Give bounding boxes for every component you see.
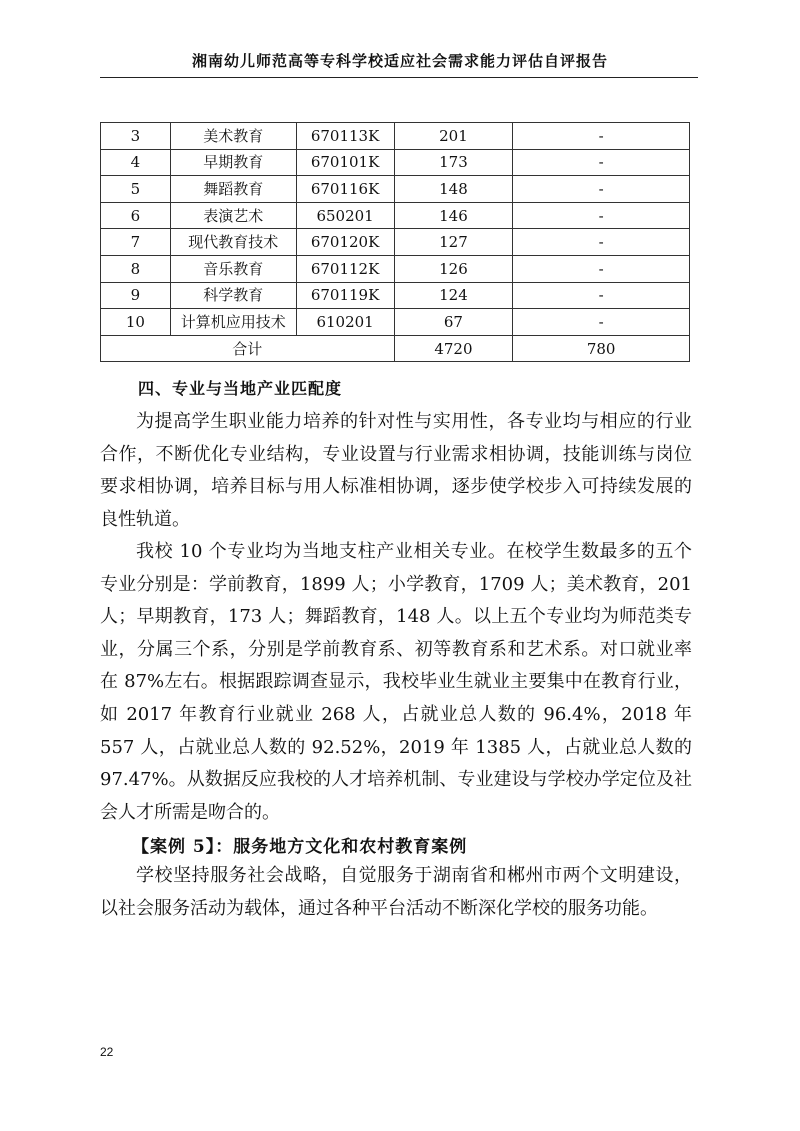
major-code: 670101K [296, 149, 394, 176]
table-total-row [101, 335, 690, 362]
major-name: 舞蹈教育 [170, 176, 296, 203]
student-count: 67 [394, 309, 513, 336]
body-paragraph-2: 我校 10 个专业均为当地支柱产业相关专业。在校学生数最多的五个专业分别是：学前教育，1899 人；小学教育，1709 人；美术教育，201 人；早期教育，173 人；舞蹈教育，148 人。以上五个专业均为师范类专业，分属三个系，分别是学前教育系、初等教育系和艺术系。对口就业率在 87%左右。根据跟踪调查显示，我校毕业生就业主要集中在教育行业，如 2017 年教育行业就业 268 人，占就业总人数的 96.4%，2018 年 557 人，占就业总人数的 92.52%，2019 年 1385 人，占就业总人数的 97.47%。从数据反应我校的人才培养机制、专业建设与学校办学定位及社会人才所需是吻合的。 [100, 541, 692, 823]
extra-value: - [513, 282, 690, 309]
student-count: 127 [394, 229, 513, 256]
section-heading: 四、专业与当地产业匹配度 [138, 379, 343, 398]
body-paragraph-1: 为提高学生职业能力培养的针对性与实用性，各专业均与相应的行业合作，不断优化专业结构，专业设置与行业需求相协调，技能训练与岗位要求相协调，培养目标与用人标准相协调，逐步使学校步入可持续发展的良性轨道。 [100, 411, 692, 530]
student-count: 201 [394, 123, 513, 150]
row-number: 3 [101, 123, 171, 150]
major-name: 美术教育 [170, 123, 296, 150]
row-number: 4 [101, 149, 171, 176]
major-code: 670120K [296, 229, 394, 256]
major-code: 650201 [296, 202, 394, 229]
row-number: 5 [101, 176, 171, 203]
major-name: 现代教育技术 [170, 229, 296, 256]
major-name: 早期教育 [170, 149, 296, 176]
table-row [101, 255, 690, 282]
major-code: 670116K [296, 176, 394, 203]
body-paragraph-3: 学校坚持服务社会战略，自觉服务于湖南省和郴州市两个文明建设，以社会服务活动为载体，通过各种平台活动不断深化学校的服务功能。 [100, 865, 692, 919]
extra-value: - [513, 229, 690, 256]
table-row [101, 202, 690, 229]
extra-value: - [513, 176, 690, 203]
extra-value: - [513, 123, 690, 150]
table-row [101, 176, 690, 203]
case-heading: 【案例 5】：服务地方文化和农村教育案例 [132, 837, 468, 857]
major-code: 670113K [296, 123, 394, 150]
major-code: 670119K [296, 282, 394, 309]
row-number: 9 [101, 282, 171, 309]
extra-value: - [513, 202, 690, 229]
row-number: 8 [101, 255, 171, 282]
table-row [101, 123, 690, 150]
major-code: 670112K [296, 255, 394, 282]
row-number: 6 [101, 202, 171, 229]
majors-table [100, 122, 690, 362]
student-count: 146 [394, 202, 513, 229]
total-extra: 780 [513, 335, 690, 362]
table-row [101, 229, 690, 256]
table-row [101, 282, 690, 309]
major-name: 表演艺术 [170, 202, 296, 229]
header-rule [100, 77, 698, 78]
table-row [101, 309, 690, 336]
major-name: 计算机应用技术 [170, 309, 296, 336]
running-header: 湘南幼儿师范高等专科学校适应社会需求能力评估自评报告 [191, 52, 608, 70]
row-number: 7 [101, 229, 171, 256]
major-name: 科学教育 [170, 282, 296, 309]
table-row [101, 149, 690, 176]
major-name: 音乐教育 [170, 255, 296, 282]
total-count: 4720 [394, 335, 513, 362]
student-count: 126 [394, 255, 513, 282]
page-number: 22 [100, 1045, 114, 1059]
row-number: 10 [101, 309, 171, 336]
extra-value: - [513, 309, 690, 336]
extra-value: - [513, 255, 690, 282]
student-count: 173 [394, 149, 513, 176]
student-count: 124 [394, 282, 513, 309]
extra-value: - [513, 149, 690, 176]
total-label: 合计 [101, 335, 395, 362]
major-code: 610201 [296, 309, 394, 336]
student-count: 148 [394, 176, 513, 203]
